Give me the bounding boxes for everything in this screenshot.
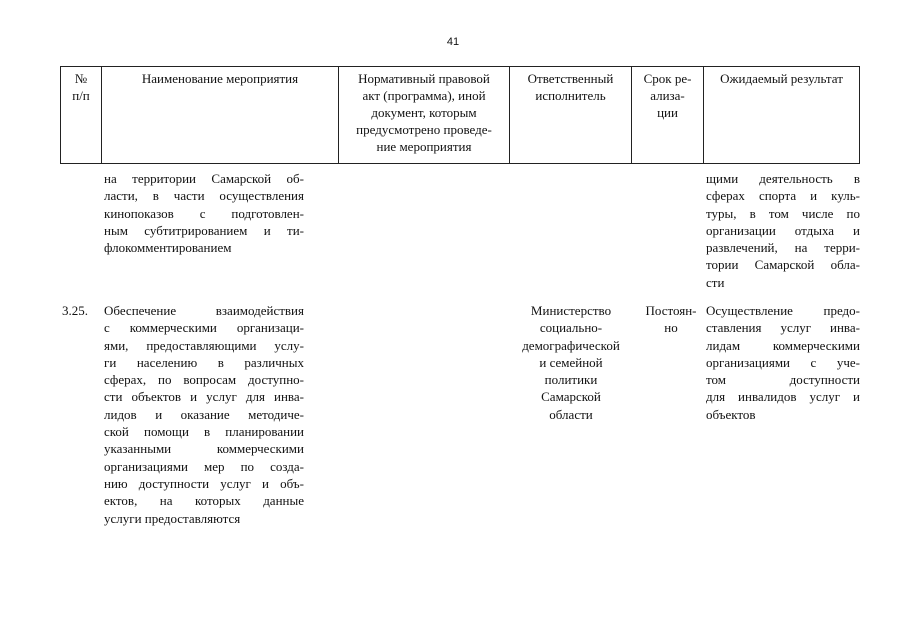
header-text-line: акт (программа), иной: [362, 88, 486, 103]
table-header: [60, 66, 860, 164]
text-line: Постоян-: [645, 303, 697, 318]
header-text-line: Ожидаемый результат: [720, 71, 843, 86]
text-line: флокомментированием: [104, 240, 232, 256]
header-text-line: №: [74, 71, 88, 86]
text-line: нию доступности услуг и объ-: [104, 475, 304, 491]
header-text-line: Наименование мероприятия: [141, 71, 299, 86]
row-325-result-cell: [706, 302, 860, 423]
text-line: туры, в том числе по: [706, 205, 860, 221]
text-line: объектов: [706, 406, 756, 422]
text-line: услуги предоставляются: [104, 510, 241, 526]
text-line: тории Самарской обла-: [706, 257, 860, 273]
text-line: политики: [544, 372, 598, 388]
row-325-executor-cell: [512, 302, 630, 423]
header-legal-act: [339, 67, 510, 164]
header-event-name: [102, 67, 339, 164]
text-line: лидов и оказание методиче-: [104, 406, 304, 422]
text-line: но: [664, 320, 678, 336]
text-line: для инвалидов услуг и: [706, 389, 860, 405]
text-line: организациями с уче-: [706, 354, 860, 370]
text-line: ями, предоставляющими услу-: [104, 337, 304, 353]
text-line: ектов, на которых данные: [104, 493, 304, 509]
header-text-line: Ответственный: [527, 71, 614, 86]
header-text-line: предусмотрено проведе-: [356, 122, 492, 137]
text-line: Обеспечение взаимодействия: [104, 303, 304, 318]
text-line: щими деятельность в: [706, 171, 860, 186]
header-text-line: ние мероприятия: [376, 139, 472, 154]
header-text-line: Срок ре-: [643, 71, 692, 86]
header-expected-result: [704, 67, 860, 164]
text-line: с коммерческими организаци-: [104, 320, 304, 336]
text-line: ставления услуг инва-: [706, 320, 860, 336]
header-text-line: ции: [657, 105, 678, 120]
text-line: ласти, в части осуществления: [104, 188, 304, 204]
text-line: указанными коммерческими: [104, 441, 304, 457]
header-text-line: п/п: [72, 88, 90, 103]
text-line: демографической: [522, 337, 620, 353]
text-line: сти объектов и услуг для инва-: [104, 389, 304, 405]
text-line: сферах, по вопросам доступно-: [104, 372, 304, 388]
text-line: кинопоказов с подготовлен-: [104, 205, 304, 221]
text-line: Министерство: [530, 303, 612, 318]
text-line: развлечений, на терри-: [706, 240, 860, 256]
text-line: сферах спорта и куль-: [706, 188, 860, 204]
text-line: Осуществление предо-: [706, 303, 860, 318]
continuation-result-cell: [706, 170, 860, 291]
header-text-line: исполнитель: [535, 88, 606, 103]
header-text-line: ализа-: [650, 88, 685, 103]
text-line: и семейной: [539, 354, 603, 370]
text-line: организациями мер по созда-: [104, 458, 304, 474]
text-line: лидам коммерческими: [706, 337, 860, 353]
continuation-name-cell: [104, 170, 304, 256]
header-text-line: Нормативный правовой: [358, 71, 490, 86]
text-line: сти: [706, 274, 725, 290]
text-line: области: [549, 406, 593, 422]
text-line: организации отдыха и: [706, 222, 860, 238]
row-number: 3.25.: [62, 303, 88, 318]
header-text-line: документ, которым: [371, 105, 477, 120]
text-line: том доступности: [706, 372, 860, 388]
text-line: на территории Самарской об-: [104, 171, 304, 186]
text-line: Самарской: [541, 389, 601, 405]
header-executor: [510, 67, 632, 164]
row-325-term-cell: [638, 302, 704, 337]
header-term: [632, 67, 704, 164]
text-line: социально-: [539, 320, 603, 336]
text-line: ным субтитрированием и ти-: [104, 222, 304, 238]
text-line: ги населению в различных: [104, 354, 304, 370]
header-number: [61, 67, 102, 164]
row-325-name-cell: [104, 302, 304, 527]
page-number: 41: [446, 36, 460, 48]
text-line: ской помощи в планировании: [104, 424, 304, 440]
